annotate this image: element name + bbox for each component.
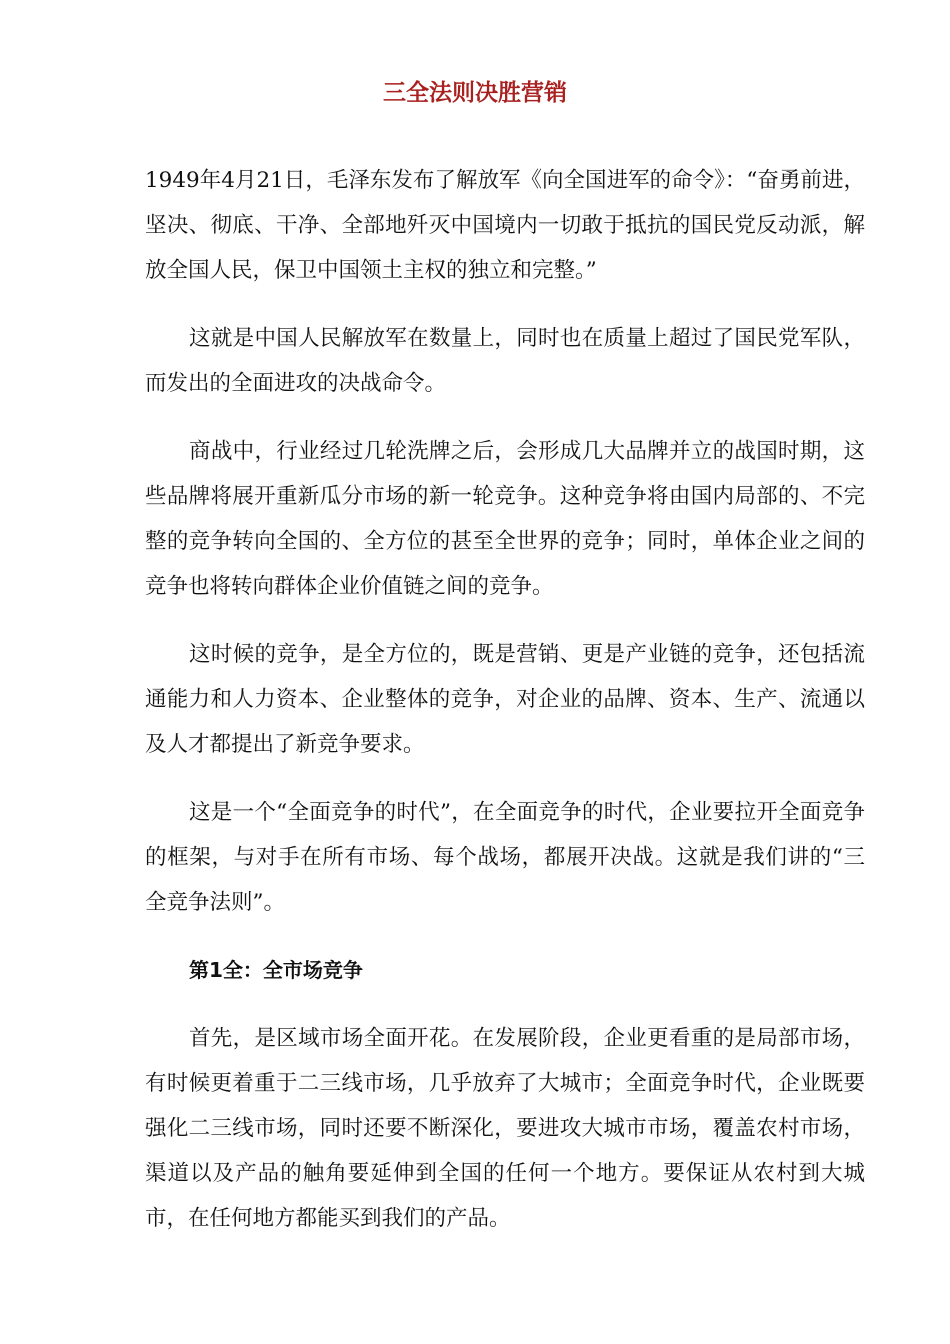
paragraph-three-full-rule: 这是一个“全面竞争的时代”，在全面竞争的时代，企业要拉开全面竞争的框架，与对手在所有市场、每个战场，都展开决战。这就是我们讲的“三全竞争法则”。 [145, 800, 865, 915]
paragraph-business-war: 商战中，行业经过几轮洗牌之后，会形成几大品牌并立的战国时期，这些品牌将展开重新瓜分市场的新一轮竞争。这种竞争将由国内局部的、不完整的竞争转向全国的、全方位的甚至全世界的竞争；同时，单体企业之间的竞争也将转向群体企业价值链之间的竞争。 [145, 439, 865, 599]
paragraph-order-quote: 1949年4月21日，毛泽东发布了解放军《向全国进军的命令》：“奋勇前进，坚决、彻底、干净、全部地歼灭中国境内一切敢于抵抗的国民党反动派，解放全国人民，保卫中国领土主权的独立和完整。” [145, 168, 865, 283]
paragraph-full-market: 首先，是区域市场全面开花。在发展阶段，企业更看重的是局部市场，有时候更着重于二三线市场，几乎放弃了大城市；全面竞争时代，企业既要强化二三线市场，同时还要不断深化，要进攻大城市市场，覆盖农村市场，渠道以及产品的触角要延伸到全国的任何一个地方。要保证从农村到大城市，在任何地方都能买到我们的产品。 [145, 1026, 865, 1231]
section-heading: 第1全：全市场竞争 [189, 958, 363, 982]
paragraph-decisive-order: 这就是中国人民解放军在数量上，同时也在质量上超过了国民党军队，而发出的全面进攻的决战命令。 [145, 326, 865, 396]
document-body [145, 158, 865, 1264]
paragraph-all-round-competition: 这时候的竞争，是全方位的，既是营销、更是产业链的竞争，还包括流通能力和人力资本、企业整体的竞争，对企业的品牌、资本、生产、流通以及人才都提出了新竞争要求。 [145, 642, 865, 757]
document-title: 三全法则决胜营销 [383, 80, 567, 106]
